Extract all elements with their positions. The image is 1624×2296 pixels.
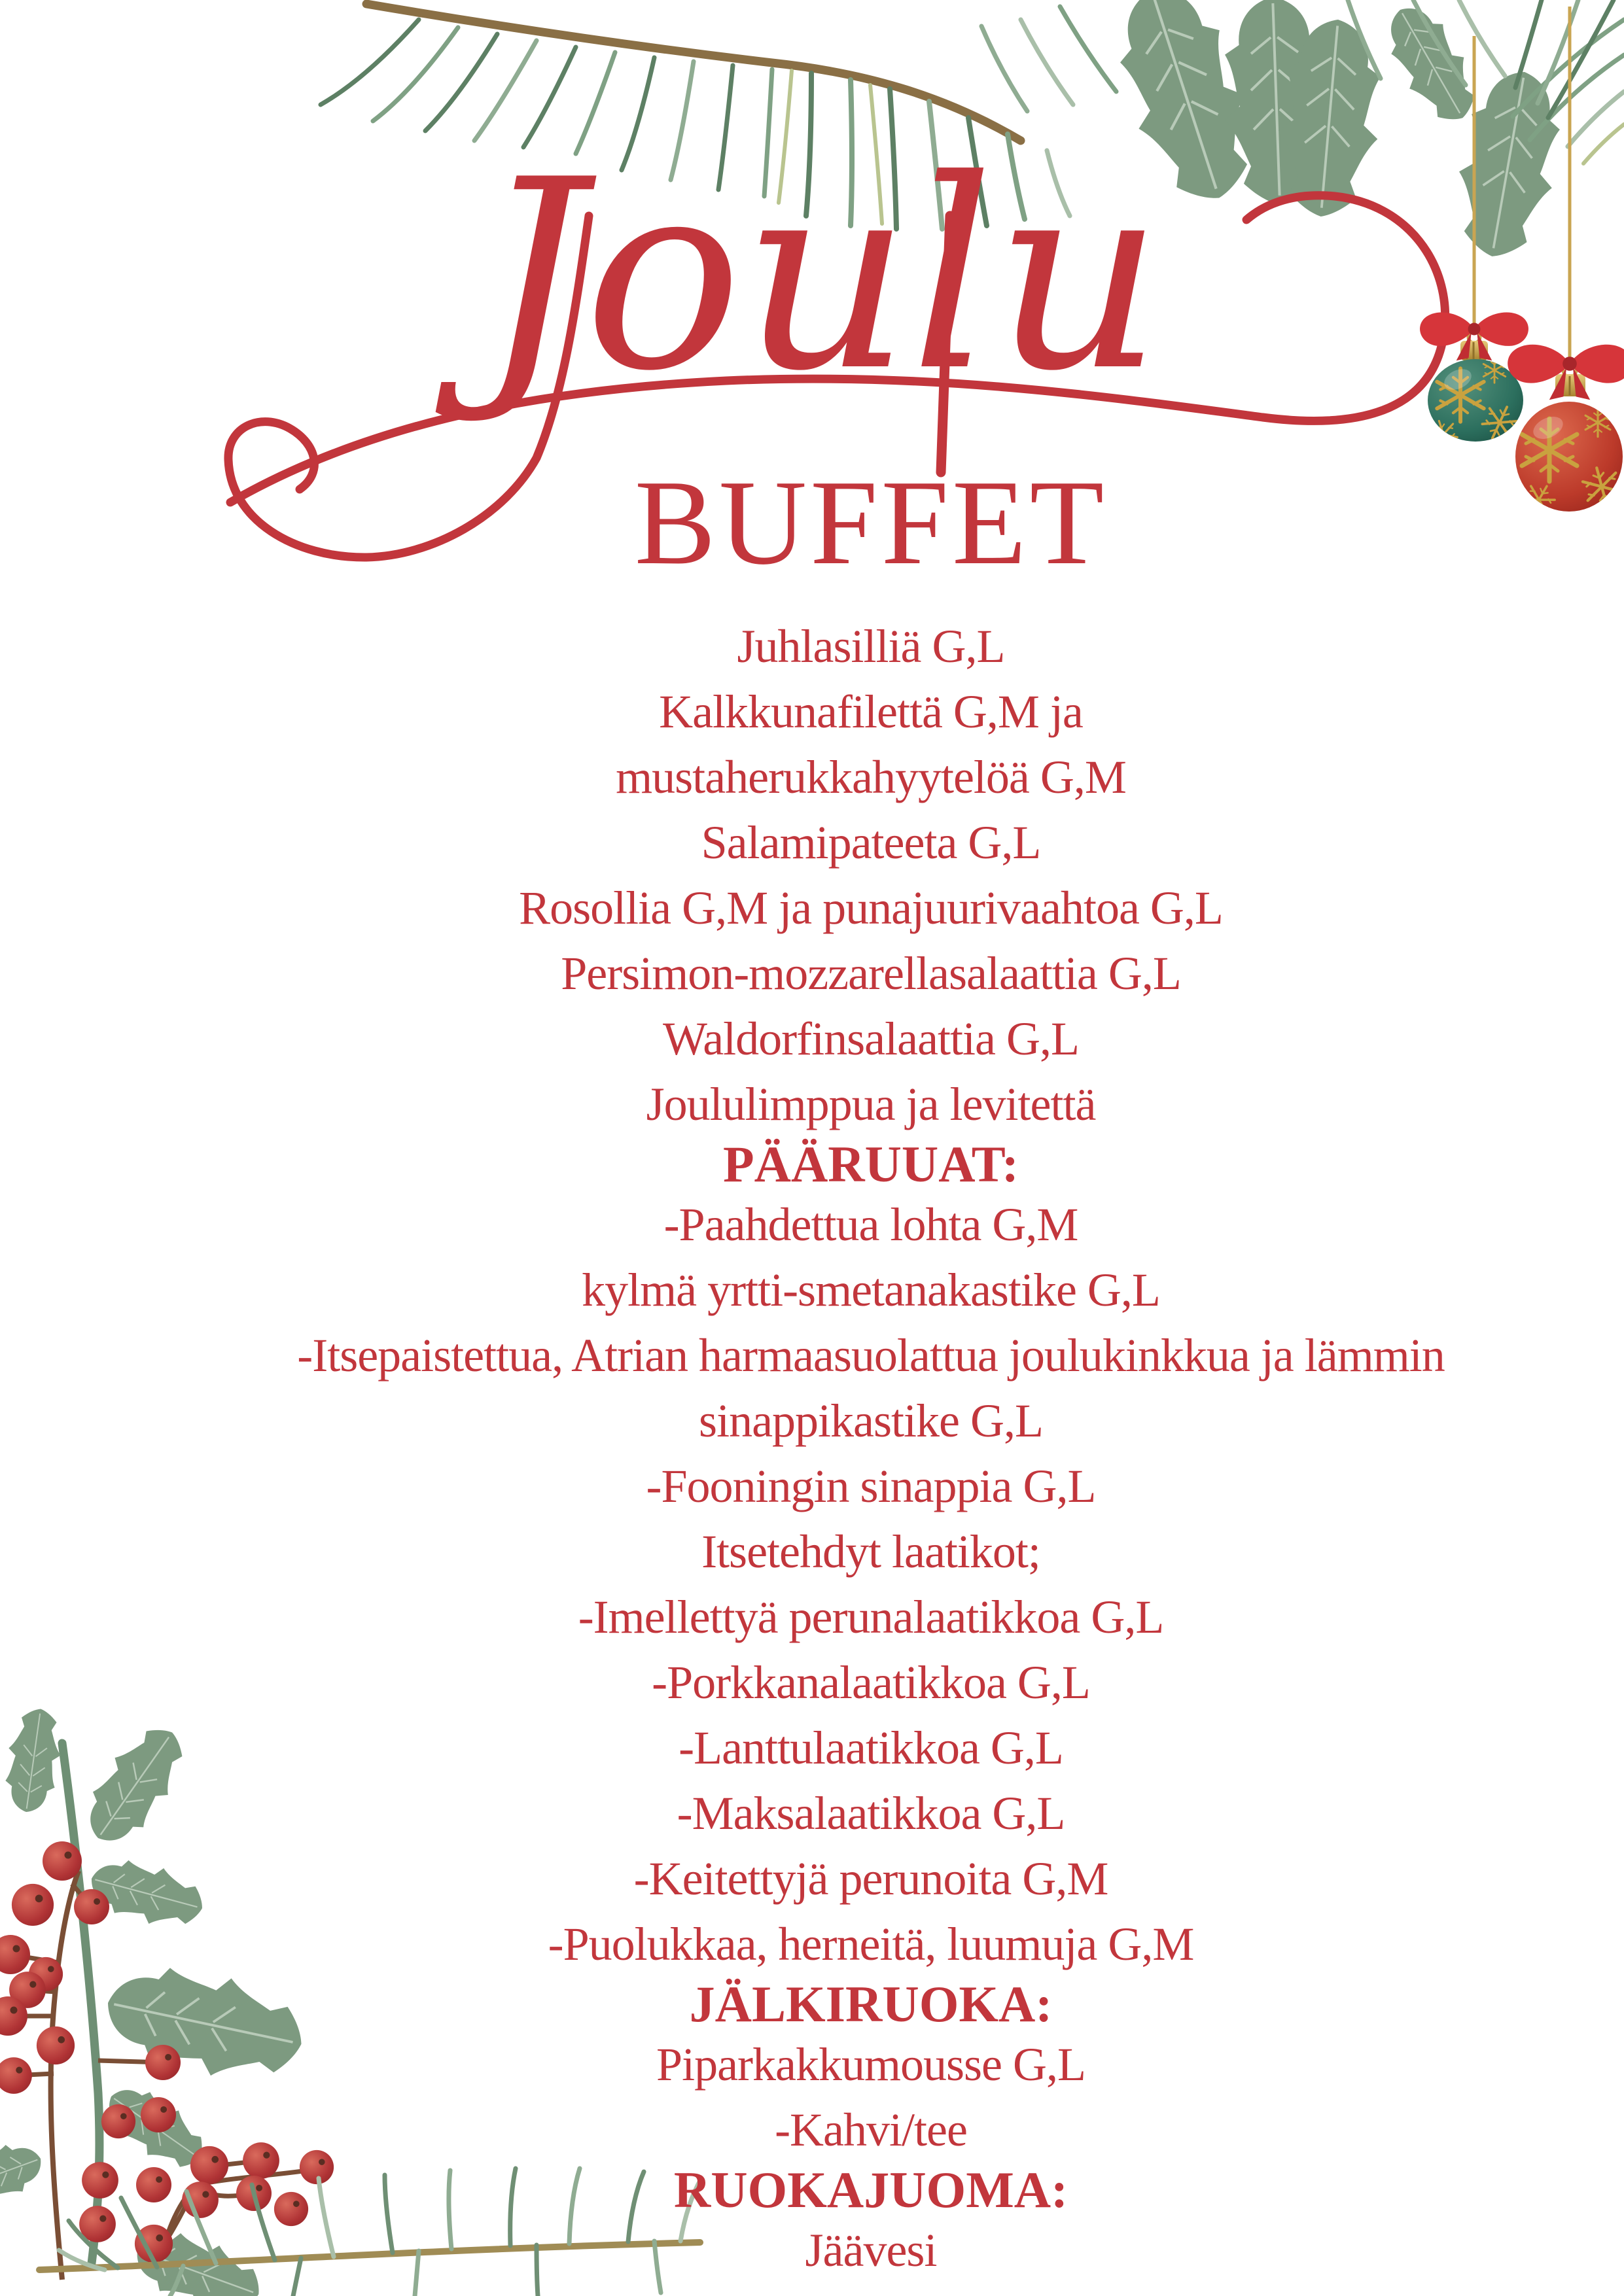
holly-leaves-top-right — [1099, 0, 1571, 264]
menu-line: mustaherukkahyytelöä G,M — [616, 751, 1126, 803]
menu-line: Salamipateeta G,L — [701, 816, 1041, 869]
menu-line: Kalkkunafilettä G,M ja — [659, 686, 1083, 738]
title-script: Joulu — [479, 124, 1163, 428]
menu-line: Persimon-mozzarellasalaattia G,L — [561, 947, 1181, 1000]
menu-line: Juhlasilliä G,L — [737, 620, 1005, 672]
menu-line: Piparkakkumousse G,L — [656, 2038, 1086, 2091]
menu-line: -Imellettyä perunalaatikkoa G,L — [578, 1591, 1164, 1643]
menu-line: -Paahdettua lohta G,M — [663, 1198, 1078, 1251]
menu-line: -Keitettyjä perunoita G,M — [633, 1852, 1108, 1905]
menu-line: PÄÄRUUAT: — [722, 1136, 1019, 1192]
menu-line: kylmä yrtti-smetanakastike G,L — [582, 1264, 1160, 1316]
title-word: BUFFET — [634, 455, 1108, 590]
menu-line: Rosollia G,M ja punajuurivaahtoa G,L — [519, 882, 1223, 934]
menu-line: -Puolukkaa, herneitä, luumuja G,M — [548, 1918, 1194, 1970]
menu-line: Waldorfinsalaattia G,L — [663, 1013, 1079, 1065]
menu-line: JÄLKIRUOKA: — [689, 1975, 1053, 2032]
menu-line: Jäävesi — [805, 2224, 937, 2276]
menu-line: Joululimppua ja levitettä — [646, 1078, 1096, 1130]
menu-line: -Porkkanalaatikkoa G,L — [652, 1656, 1090, 1709]
menu-list — [0, 614, 1624, 2283]
menu-line: sinappikastike G,L — [699, 1395, 1043, 1447]
menu-line: -Kahvi/tee — [775, 2104, 967, 2156]
menu-line: -Lanttulaatikkoa G,L — [679, 1722, 1063, 1774]
menu-line: -Maksalaatikkoa G,L — [677, 1787, 1065, 1839]
menu-line: -Fooningin sinappia G,L — [646, 1460, 1096, 1512]
menu-line: RUOKAJUOMA: — [673, 2161, 1068, 2218]
menu-line: Itsetehdyt laatikot; — [701, 1525, 1040, 1578]
menu-line: -Itsepaistettua, Atrian harmaasuolattua joulukinkkua ja lämmin — [297, 1329, 1445, 1382]
